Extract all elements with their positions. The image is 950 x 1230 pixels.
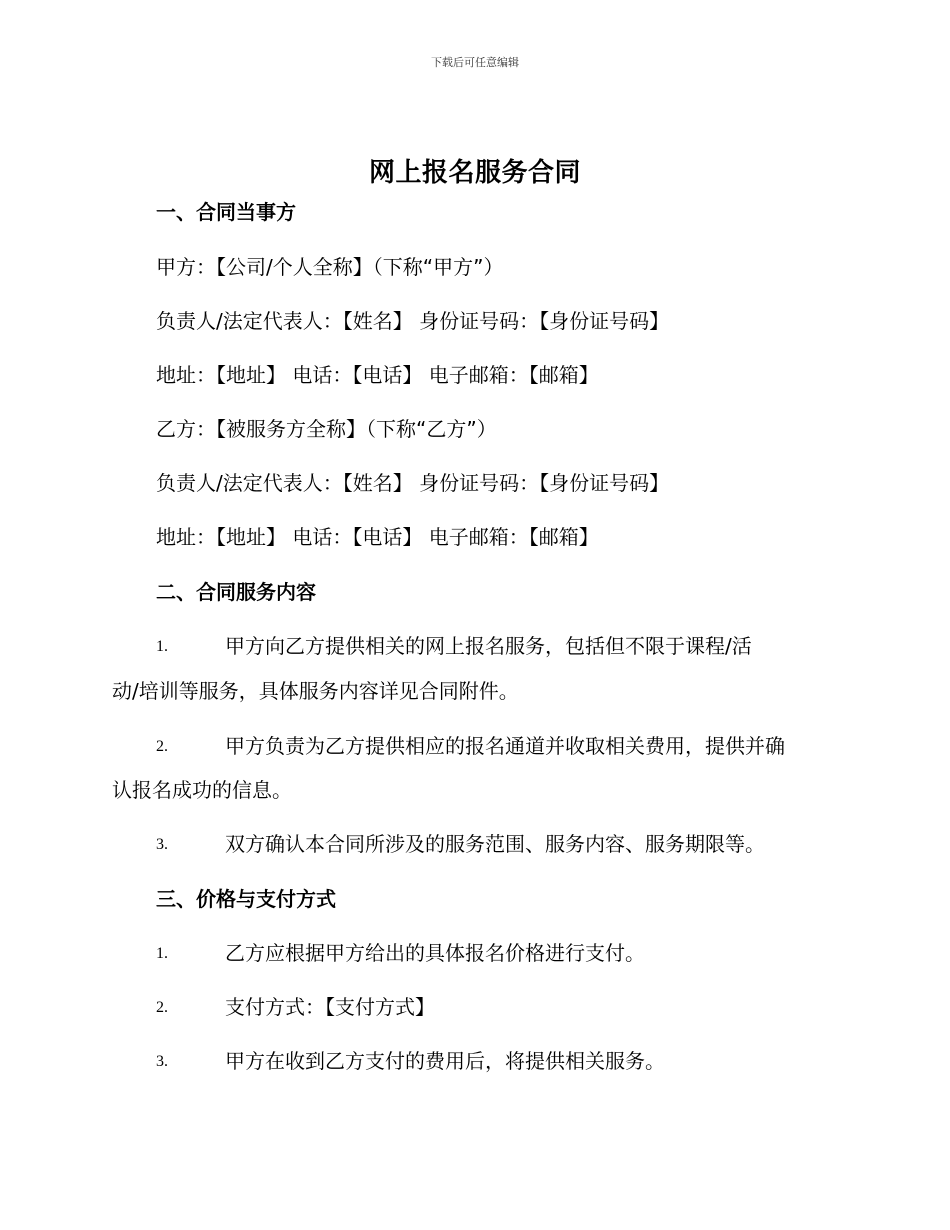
section-heading-parties: 一、合同当事方 xyxy=(156,200,296,224)
clause-number: 2. xyxy=(156,738,168,755)
clause-number: 1. xyxy=(156,638,168,655)
clause-number: 3. xyxy=(156,1053,168,1070)
header-note: 下载后可任意编辑 xyxy=(431,56,519,69)
clause-text: 双方确认本合同所涉及的服务范围、服务内容、服务期限等。 xyxy=(225,832,765,856)
party-b-representative-line: 负责人/法定代表人：【姓名】 身份证号码：【身份证号码】 xyxy=(156,471,670,495)
party-a-contact-line: 地址：【地址】 电话：【电话】 电子邮箱：【邮箱】 xyxy=(156,363,599,387)
clause-text: 甲方在收到乙方支付的费用后，将提供相关服务。 xyxy=(225,1049,665,1073)
section-heading-service-content: 二、合同服务内容 xyxy=(156,580,316,604)
clause-text: 乙方应根据甲方给出的具体报名价格进行支付。 xyxy=(225,941,645,965)
clause-number: 1. xyxy=(156,945,168,962)
party-a-line: 甲方：【公司/个人全称】（下称“甲方”） xyxy=(156,255,504,279)
section-heading-price-payment: 三、价格与支付方式 xyxy=(156,887,336,911)
clause-text-continued: 动/培训等服务，具体服务内容详见合同附件。 xyxy=(112,679,519,703)
clause-text: 甲方向乙方提供相关的网上报名服务，包括但不限于课程/活 xyxy=(225,634,752,658)
clause-text-continued: 认报名成功的信息。 xyxy=(112,778,292,802)
clause-number: 2. xyxy=(156,999,168,1016)
party-b-contact-line: 地址：【地址】 电话：【电话】 电子邮箱：【邮箱】 xyxy=(156,525,599,549)
clause-number: 3. xyxy=(156,836,168,853)
clause-text: 支付方式：【支付方式】 xyxy=(225,995,435,1019)
document-title: 网上报名服务合同 xyxy=(368,158,581,188)
party-a-representative-line: 负责人/法定代表人：【姓名】 身份证号码：【身份证号码】 xyxy=(156,309,670,333)
clause-text: 甲方负责为乙方提供相应的报名通道并收取相关费用，提供并确 xyxy=(225,734,785,758)
party-b-line: 乙方：【被服务方全称】（下称“乙方”） xyxy=(156,417,497,441)
